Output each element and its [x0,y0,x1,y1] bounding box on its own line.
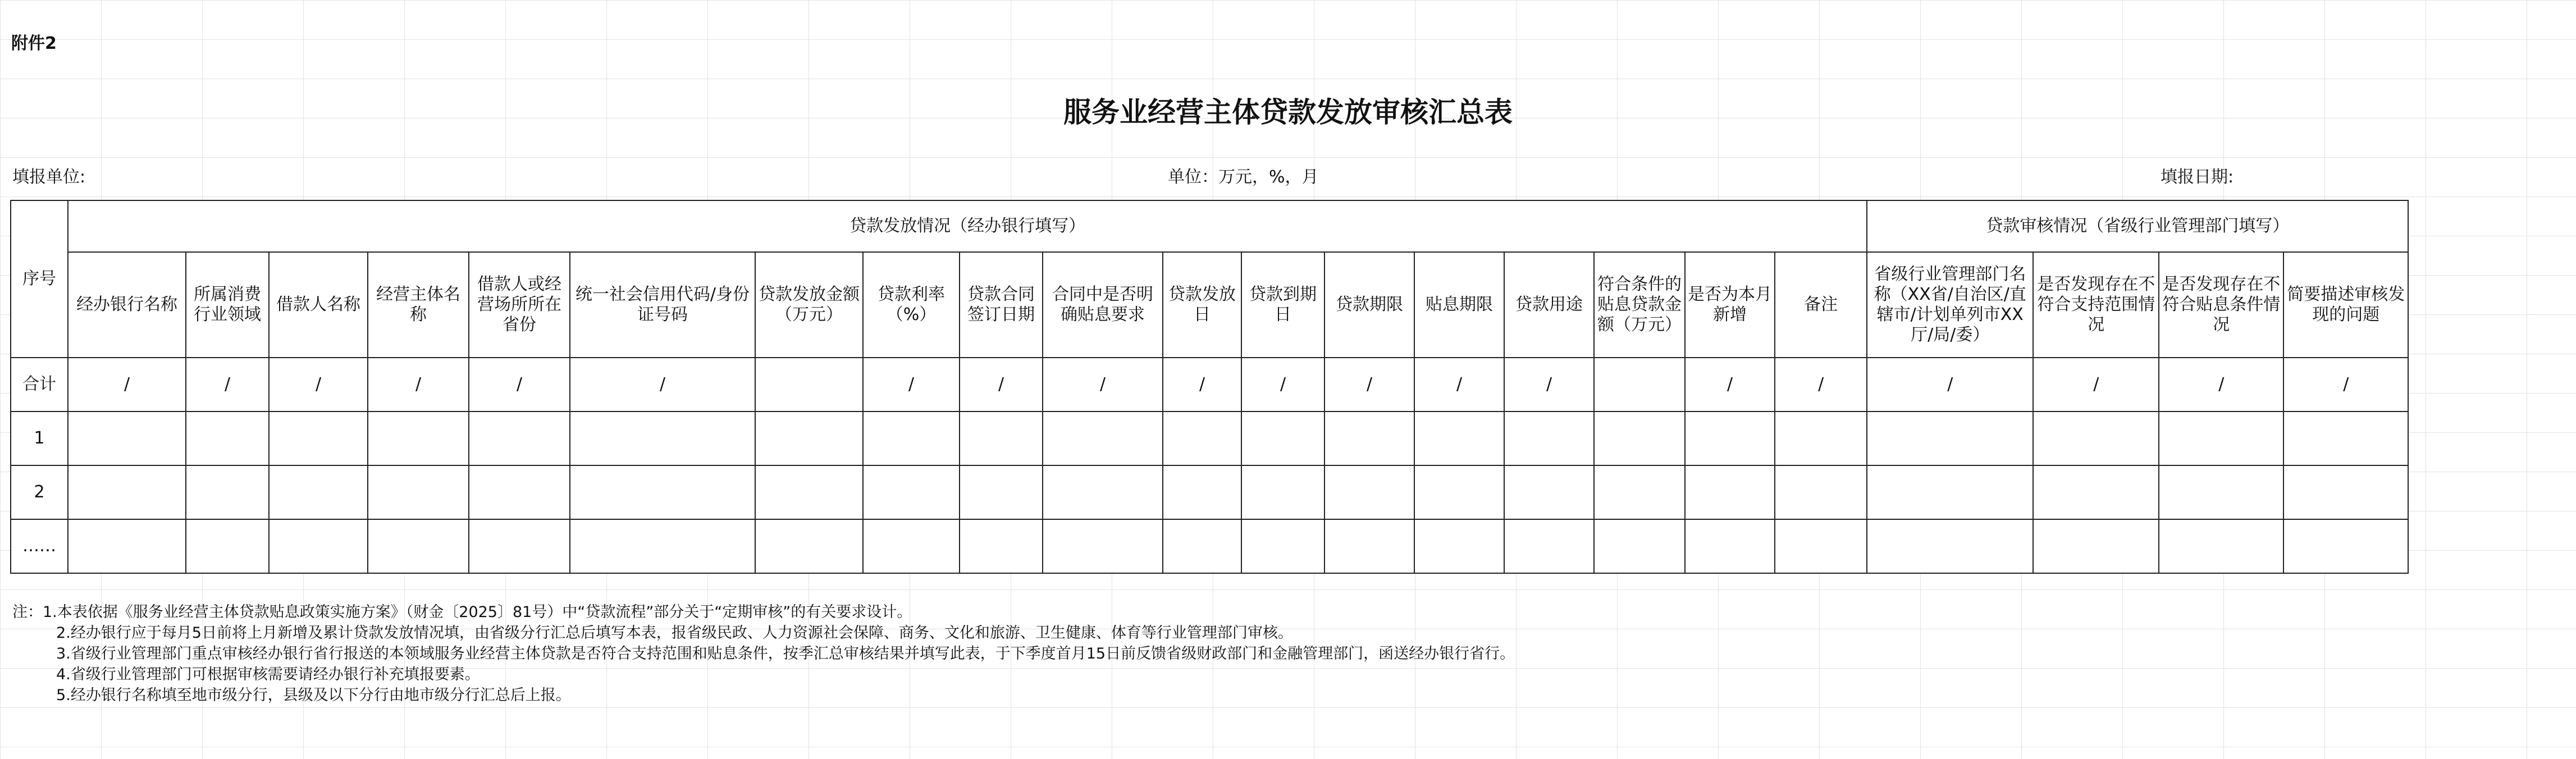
table-cell[interactable] [1594,465,1685,519]
table-cell[interactable] [186,519,269,573]
summary-table [10,200,2409,574]
column-header: 借款人或经营场所所在省份 [469,252,570,358]
column-header: 所属消费行业领域 [186,252,269,358]
table-cell[interactable] [1043,519,1163,573]
table-row [11,465,2408,519]
table-cell[interactable] [68,465,186,519]
table-cell[interactable] [1163,411,1241,465]
column-header: 贷款期限 [1324,252,1414,358]
table-cell[interactable]: / [186,358,269,411]
table-cell[interactable] [269,465,368,519]
table-cell[interactable] [1685,519,1775,573]
table-cell[interactable] [2283,465,2408,519]
table-cell[interactable] [1414,519,1504,573]
table-cell[interactable]: / [863,358,960,411]
column-header: 贴息期限 [1414,252,1504,358]
table-cell[interactable] [269,411,368,465]
table-cell[interactable]: / [2033,358,2159,411]
column-header: 是否为本月新增 [1685,252,1775,358]
table-cell[interactable] [368,411,469,465]
column-header: 贷款发放日 [1163,252,1241,358]
table-cell[interactable]: / [2159,358,2283,411]
column-header: 贷款到期日 [1241,252,1324,358]
table-cell[interactable] [2159,465,2283,519]
table-cell[interactable] [68,519,186,573]
total-label: 合计 [11,358,68,411]
total-row [11,358,2408,411]
table-cell[interactable] [1043,465,1163,519]
table-cell[interactable]: / [469,358,570,411]
row-number: …… [11,519,68,573]
fill-date-label: 填报日期: [2161,167,2234,187]
table-cell[interactable] [960,465,1043,519]
page-title: 服务业经营主体贷款发放审核汇总表 [1063,95,1513,129]
table-cell[interactable] [960,519,1043,573]
note-line: 4.省级行业管理部门可根据审核需要请经办银行补充填报要素。 [56,666,480,683]
seq-header: 序号 [11,200,68,358]
table-cell[interactable]: / [269,358,368,411]
table-cell[interactable] [755,358,863,411]
table-cell[interactable] [1414,411,1504,465]
table-cell[interactable]: / [1775,358,1867,411]
table-cell[interactable] [1241,411,1324,465]
table-cell[interactable] [186,465,269,519]
column-header: 统一社会信用代码/身份证号码 [570,252,755,358]
table-cell[interactable] [68,411,186,465]
column-header: 是否发现存在不符合贴息条件情况 [2159,252,2283,358]
column-header: 符合条件的贴息贷款金额（万元） [1594,252,1685,358]
table-cell[interactable] [2159,411,2283,465]
table-cell[interactable] [863,519,960,573]
note-line: 5.经办银行名称填至地市级分行，县级及以下分行由地市级分行汇总后上报。 [56,687,571,704]
table-cell[interactable] [755,411,863,465]
table-cell[interactable] [755,465,863,519]
table-cell[interactable]: / [1867,358,2033,411]
table-cell[interactable] [570,519,755,573]
table-cell[interactable] [2283,411,2408,465]
table-cell[interactable]: / [368,358,469,411]
table-cell[interactable] [1043,411,1163,465]
table-cell[interactable]: / [1685,358,1775,411]
column-header: 贷款发放金额（万元） [755,252,863,358]
column-header: 经营主体名称 [368,252,469,358]
table-cell[interactable] [755,519,863,573]
table-cell[interactable] [1163,465,1241,519]
table-cell[interactable]: / [1504,358,1594,411]
column-header: 贷款合同签订日期 [960,252,1043,358]
column-header: 贷款利率（%） [863,252,960,358]
column-header: 简要描述审核发现的问题 [2283,252,2408,358]
table-cell[interactable] [1594,519,1685,573]
table-cell[interactable] [469,465,570,519]
table-cell[interactable] [368,465,469,519]
table-cell[interactable] [2033,519,2159,573]
table-cell[interactable] [186,411,269,465]
column-header-row [11,252,2408,358]
table-cell[interactable]: / [68,358,186,411]
column-header: 贷款用途 [1504,252,1594,358]
table-cell[interactable] [570,465,755,519]
notes-section [12,602,1515,706]
table-cell[interactable] [1867,411,2033,465]
column-header: 借款人名称 [269,252,368,358]
table-cell[interactable] [1594,358,1685,411]
table-cell[interactable] [1685,411,1775,465]
table-cell[interactable] [2283,519,2408,573]
table-cell[interactable] [1867,519,2033,573]
table-cell[interactable]: / [1414,358,1504,411]
row-number: 2 [11,465,68,519]
table-cell[interactable]: / [960,358,1043,411]
column-header: 备注 [1775,252,1867,358]
column-header: 省级行业管理部门名称（XX省/自治区/直辖市/计划单列市XX厅/局/委） [1867,252,2033,358]
table-cell[interactable]: / [1324,358,1414,411]
table-cell[interactable] [469,411,570,465]
table-cell[interactable] [863,411,960,465]
table-cell[interactable] [863,465,960,519]
table-cell[interactable] [2033,465,2159,519]
attachment-label: 附件2 [11,34,57,53]
table-cell[interactable] [1324,465,1414,519]
table-cell[interactable] [1685,465,1775,519]
note-line: 注：1.本表依据《服务业经营主体贷款贴息政策实施方案》（财金〔2025〕81号）中“贷款流程”部分关于“定期审核”的有关要求设计。 [12,603,912,621]
table-cell[interactable] [1775,519,1867,573]
column-header: 合同中是否明确贴息要求 [1043,252,1163,358]
table-cell[interactable]: / [2283,358,2408,411]
table-cell[interactable] [1324,411,1414,465]
table-cell[interactable]: / [1043,358,1163,411]
table-cell[interactable] [960,411,1043,465]
table-cell[interactable]: / [570,358,755,411]
table-cell[interactable] [1775,411,1867,465]
table-cell[interactable] [1241,519,1324,573]
table-cell[interactable] [1324,519,1414,573]
column-header: 是否发现存在不符合支持范围情况 [2033,252,2159,358]
reporting-unit-label: 填报单位: [12,167,86,187]
table-cell[interactable] [570,411,755,465]
table-cell[interactable] [469,519,570,573]
loan-issuance-group-header: 贷款发放情况（经办银行填写） [68,200,1867,252]
table-cell[interactable] [1504,519,1594,573]
table-cell[interactable] [2033,411,2159,465]
table-cell[interactable] [269,519,368,573]
table-cell[interactable] [1867,465,2033,519]
table-cell[interactable] [1594,411,1685,465]
table-row [11,411,2408,465]
table-cell[interactable] [1775,465,1867,519]
table-cell[interactable]: / [1241,358,1324,411]
table-cell[interactable] [1504,411,1594,465]
row-number: 1 [11,411,68,465]
table-cell[interactable] [1241,465,1324,519]
table-cell[interactable]: / [1163,358,1241,411]
table-cell[interactable] [2159,519,2283,573]
table-row [11,519,2408,573]
table-cell[interactable] [1504,465,1594,519]
table-cell[interactable] [1163,519,1241,573]
loan-review-group-header: 贷款审核情况（省级行业管理部门填写） [1867,200,2408,252]
table-cell[interactable] [368,519,469,573]
table-cell[interactable] [1414,465,1504,519]
column-header: 经办银行名称 [68,252,186,358]
note-line: 2.经办银行应于每月5日前将上月新增及累计贷款发放情况填，由省级分行汇总后填写本表，报省级民政、人力资源社会保障、商务、文化和旅游、卫生健康、体育等行业管理部门审核。 [56,624,1293,642]
unit-label: 单位：万元，%，月 [1168,167,1319,187]
note-line: 3.省级行业管理部门重点审核经办银行省行报送的本领域服务业经营主体贷款是否符合支持范围和贴息条件，按季汇总审核结果并填写此表，于下季度首月15日前反馈省级财政部门和金融管理部门，函送经办银行省行。 [56,645,1515,662]
